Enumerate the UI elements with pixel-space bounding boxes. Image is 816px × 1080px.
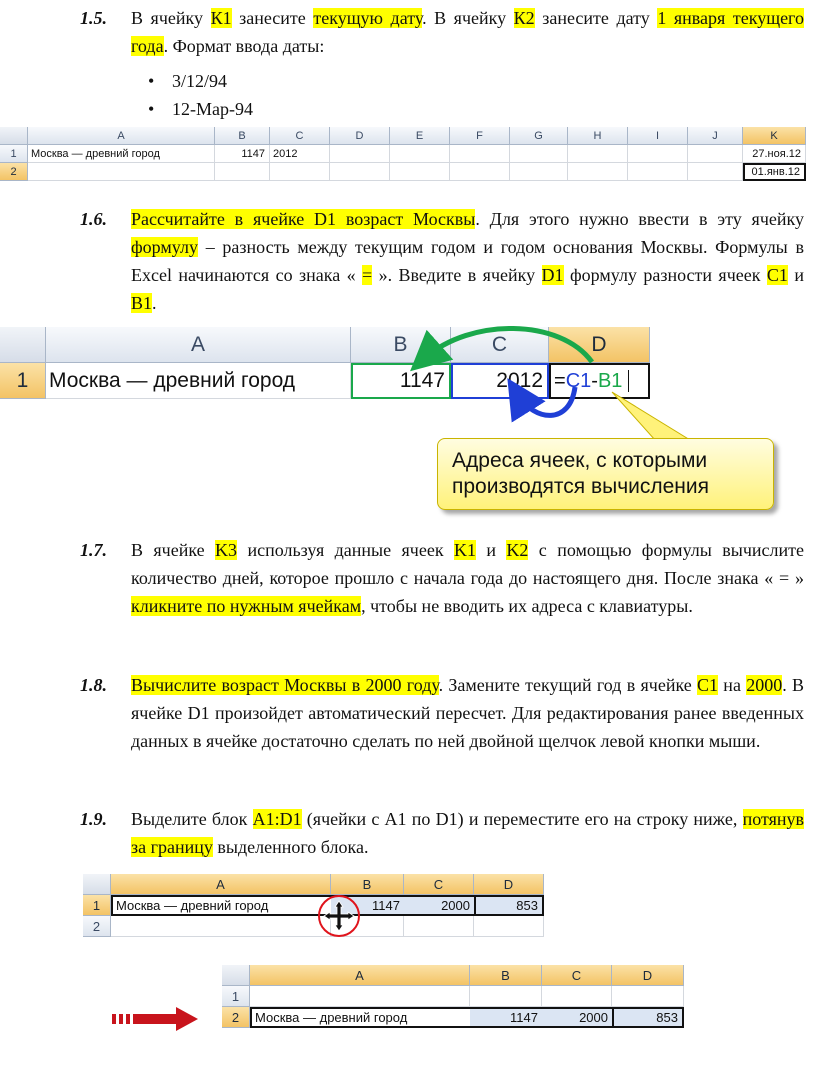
cell-b1[interactable]: 1147 [215,145,270,163]
col-header-a[interactable]: A [250,965,470,986]
cell-a2[interactable] [111,916,331,937]
cell-k2-active[interactable]: 01.янв.12 [743,163,806,181]
col-header-b[interactable]: B [331,874,404,895]
cell-d1[interactable]: 853 [474,895,544,916]
task-number: 1.7. [80,540,107,560]
select-all-corner[interactable] [83,874,111,895]
cell-b2[interactable]: 1147 [470,1007,542,1028]
green-arrow [425,328,592,362]
callout-line: производятся вычисления [452,475,709,498]
cell-a1[interactable]: Москва — древний город [111,895,331,916]
cell-c1[interactable]: 2012 [451,363,549,399]
cell-d2[interactable]: 853 [612,1007,684,1028]
cell-a2[interactable]: Москва — древний город [250,1007,470,1028]
cell-d1-formula[interactable]: = C1 - B1 [549,363,650,399]
task-number: 1.8. [80,675,107,695]
task-1-9 [80,805,804,861]
row-header-1[interactable]: 1 [83,895,111,916]
col-header-d[interactable]: D [549,327,650,363]
col-header-f[interactable]: F [450,127,510,145]
row-header-2[interactable]: 2 [0,163,28,181]
task-number: 1.9. [80,809,107,829]
cell-c2[interactable] [404,916,474,937]
col-header-k[interactable]: K [743,127,806,145]
cell-k1[interactable]: 27.ноя.12 [743,145,806,163]
cell-c1[interactable]: 2012 [270,145,330,163]
col-header-d[interactable]: D [330,127,390,145]
col-header-e[interactable]: E [390,127,450,145]
col-header-b[interactable]: B [470,965,542,986]
cell-d1[interactable] [612,986,684,1007]
cell-c1[interactable]: 2000 [404,895,474,916]
blue-arrow [518,387,575,415]
select-all-corner[interactable] [222,965,250,986]
task-text: В ячейке K3 используя данные ячеек K1 и K2 с помощью формулы вычислите количество дней, которое прошло с начала года до настоящего дня. После знака « = » кликните по нужным ячейкам, чтобы не вводить их адреса с клавиатуры. [131,540,804,616]
cell-b1[interactable] [470,986,542,1007]
col-header-b[interactable]: B [351,327,451,363]
callout-pointer [612,392,690,440]
task-text: Вычислите возраст Москвы в 2000 году. Замените текущий год в ячейке С1 на 2000. В ячейке D1 произойдет автоматический пересчет. Для редактирования ранее введенных данных в ячейке достаточно сделать по ней двойной щелчок левой кнопки мыши. [131,675,805,751]
task-text: Выделите блок A1:D1 (ячейки с A1 по D1) и переместите его на строку ниже, потянув за границу выделенного блока. [131,809,805,857]
task-1-7 [80,536,804,620]
col-header-a[interactable]: A [46,327,351,363]
red-arrow-icon [112,1006,200,1032]
cell-c1[interactable] [542,986,612,1007]
task-1-8 [80,671,804,755]
row-header-1[interactable]: 1 [0,145,28,163]
col-header-c[interactable]: C [404,874,474,895]
row-header-2[interactable]: 2 [222,1007,250,1028]
col-header-g[interactable]: G [510,127,568,145]
col-header-c[interactable]: C [451,327,549,363]
bullet-item: • 3/12/94 [148,71,228,91]
col-header-c[interactable]: C [270,127,330,145]
col-header-i[interactable]: I [628,127,688,145]
task-text: В ячейку К1 занесите текущую дату. В ячейку К2 занесите дату 1 января текущего года. Формат ввода даты: [131,8,804,56]
col-header-d[interactable]: D [474,874,544,895]
cell-a1[interactable] [250,986,470,1007]
callout-note [437,438,774,510]
cell-b1[interactable]: 1147 [331,895,404,916]
row-header-2[interactable]: 2 [83,916,111,937]
task-text: Рассчитайте в ячейке D1 возраст Москвы. Для этого нужно ввести в эту ячейку формулу – разность между текущим годом и годом основания Москвы. Формулы в Excel начинаются со знака « = ». Введите в ячейку D1 формулу разности ячеек C1 и B1. [131,209,804,313]
task-number: 1.5. [80,8,107,28]
col-header-b[interactable]: B [215,127,270,145]
col-header-d[interactable]: D [612,965,684,986]
col-header-c[interactable]: C [542,965,612,986]
callout-line: Адреса ячеек, с которыми [452,449,708,472]
cell-c2[interactable]: 2000 [542,1007,612,1028]
task-number: 1.6. [80,209,107,229]
col-header-a[interactable]: A [28,127,215,145]
col-header-h[interactable]: H [568,127,628,145]
col-header-a[interactable]: A [111,874,331,895]
row-header-1[interactable]: 1 [0,363,46,399]
cell-a1[interactable]: Москва — древний город [28,145,215,163]
col-header-j[interactable]: J [688,127,743,145]
cell-a1[interactable]: Москва — древний город [46,363,351,399]
bullet-item: • 12-Map-94 [148,99,253,119]
move-cursor-icon [316,893,362,939]
cell-d2[interactable] [474,916,544,937]
cell-b1[interactable]: 1147 [351,363,451,399]
row-header-1[interactable]: 1 [222,986,250,1007]
